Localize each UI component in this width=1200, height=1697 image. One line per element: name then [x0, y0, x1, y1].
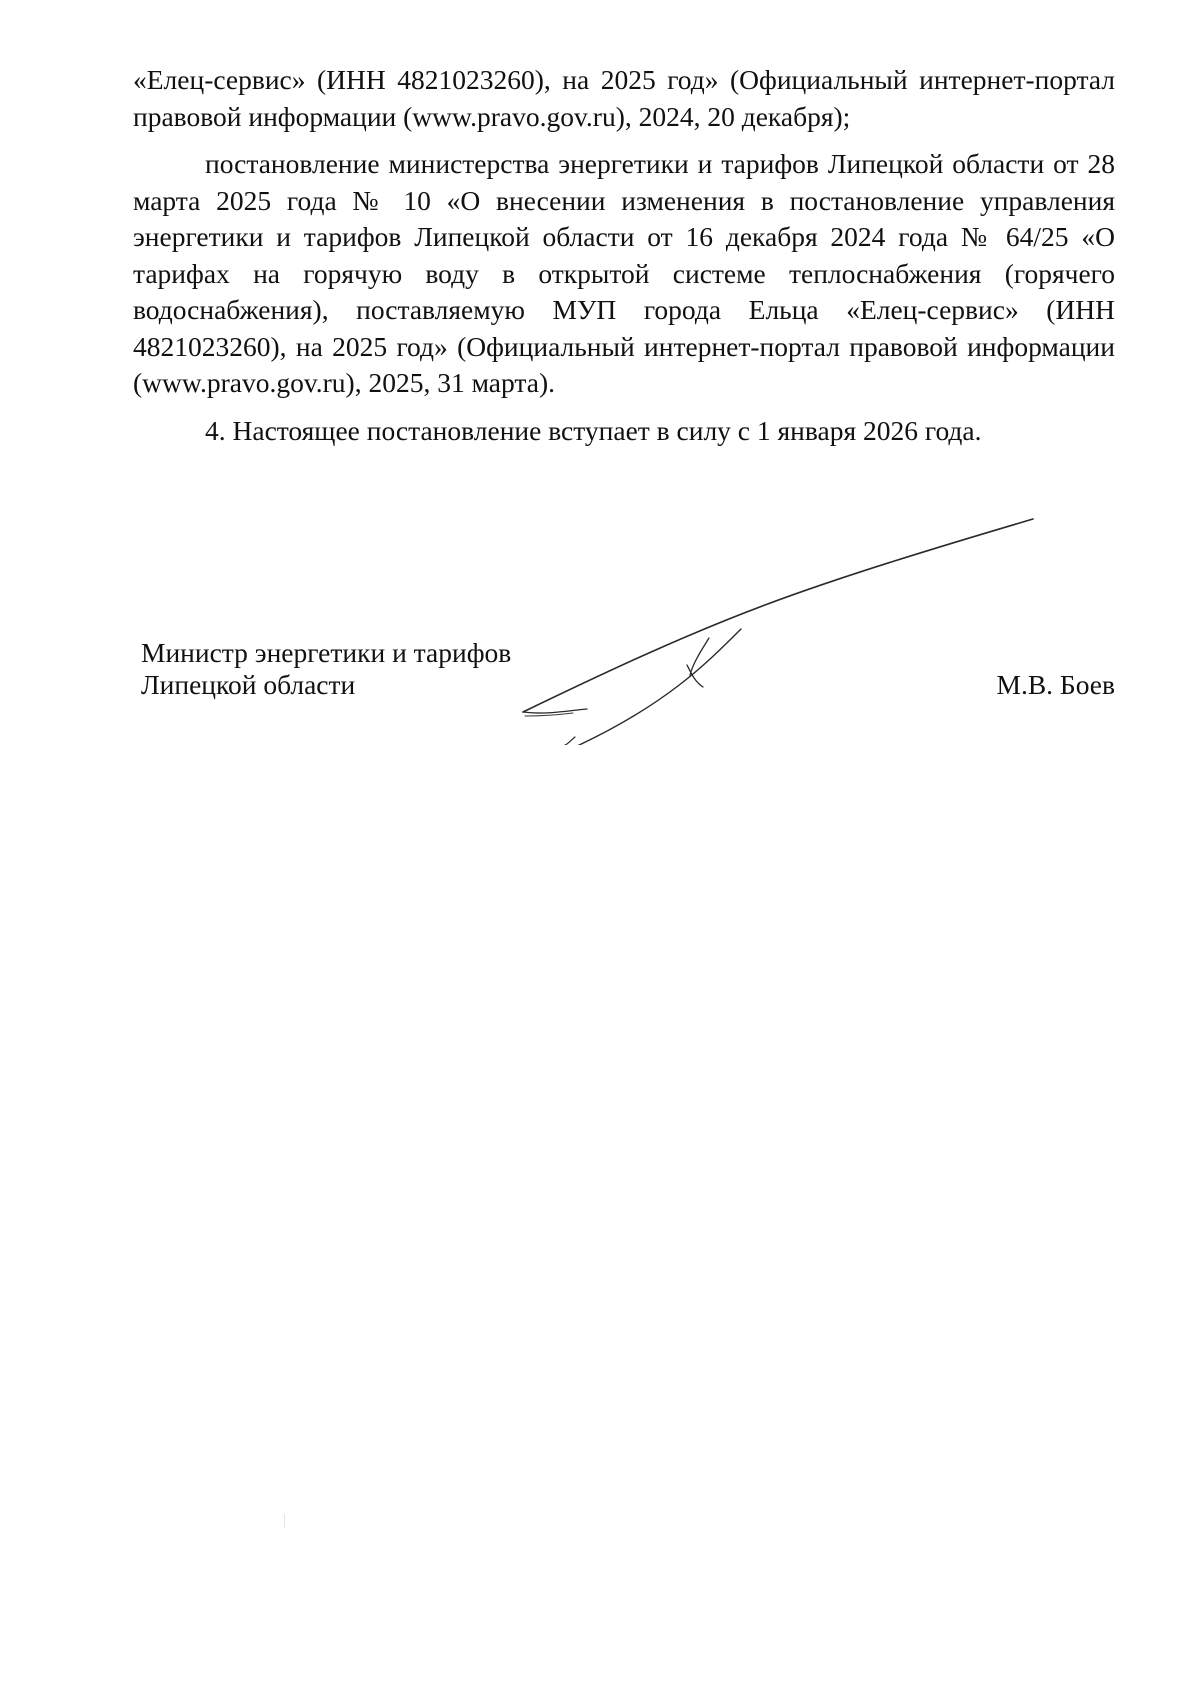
document-body	[133, 62, 1115, 449]
paragraph-amendment-reference: постановление министерства энергетики и тарифов Липецкой области от 28 марта 2025 года № 10 «О внесении изменения в постановление управления энергетики и тарифов Липецкой области от 16 декабря 2024 года № 64/25 «О тарифах на горячую воду в открытой системе теплоснабжения (горячего водоснабжения), поставляемую МУП города Ельца «Елец-сервис» (ИНН 4821023260), на 2025 год» (Официальный интернет-портал правовой информации (www.pravo.gov.ru), 2025, 31 марта).	[133, 148, 1115, 398]
paragraph-continuation: «Елец-сервис» (ИНН 4821023260), на 2025 год» (Официальный интернет-портал правовой информации (www.pravo.gov.ru), 2024, 20 декабря);	[133, 64, 1115, 132]
handwritten-signature	[515, 505, 1035, 745]
signatory-title-line-1: Министр энергетики и тарифов	[141, 637, 512, 668]
scan-artifact	[284, 1514, 285, 1528]
signatory-name: М.В. Боев	[996, 669, 1115, 700]
signatory-title-line-2: Липецкой области	[141, 669, 356, 700]
paragraph-effective-date: 4. Настоящее постановление вступает в силу с 1 января 2026 года.	[205, 414, 982, 446]
signatory-title	[141, 637, 511, 701]
